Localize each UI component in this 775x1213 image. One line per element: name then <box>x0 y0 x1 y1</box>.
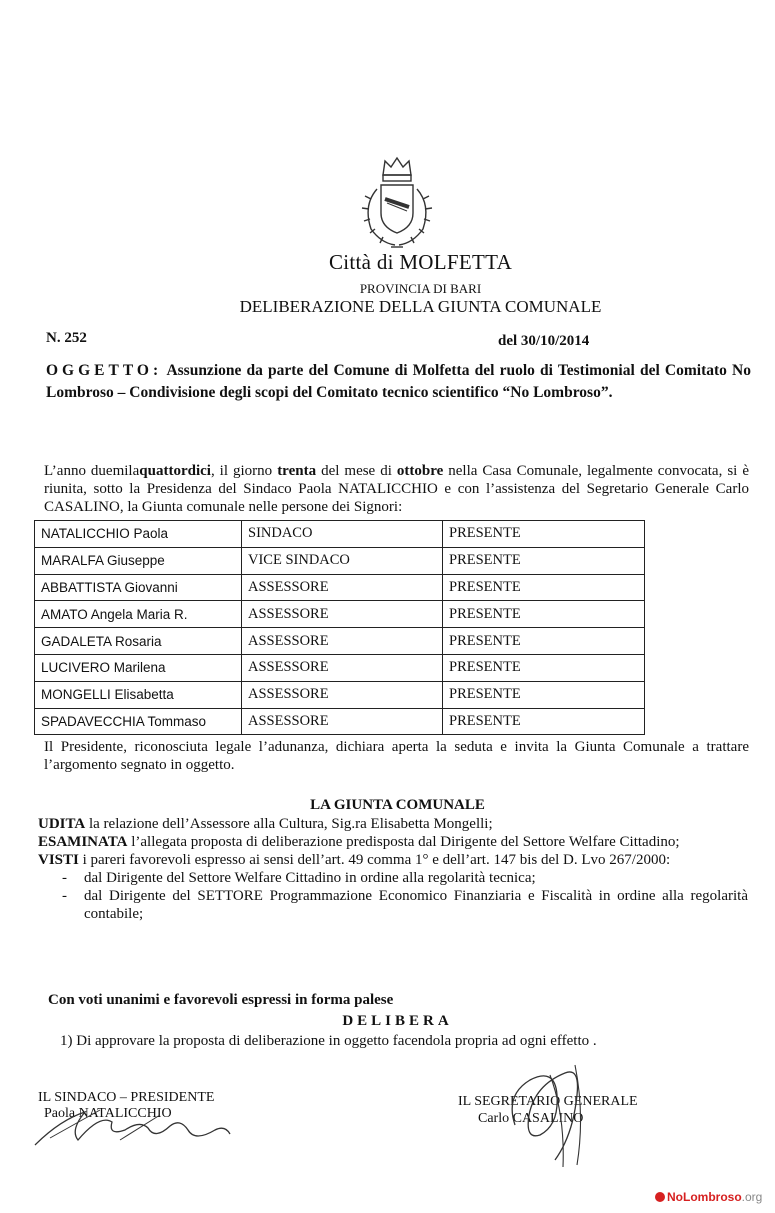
member-name: ABBATTISTA Giovanni <box>35 574 242 601</box>
member-name: NATALICCHIO Paola <box>35 521 242 548</box>
deliberation-body <box>38 815 748 923</box>
visti-paragraph: VISTI i pareri favorevoli espresso ai sensi dell’art. 49 comma 1° e dell’art. 147 bis del D. Lvo 267/2000: <box>38 852 671 868</box>
esaminata-paragraph: ESAMINATA l’allegata proposta di deliberazione predisposta dal Dirigente del Settore Welfare Cittadino; <box>38 834 680 850</box>
secretary-signature <box>495 1055 615 1175</box>
member-status: PRESENTE <box>443 681 645 708</box>
member-name: MONGELLI Elisabetta <box>35 681 242 708</box>
subject-text: Assunzione da parte del Comune di Molfetta del ruolo di Testimonial del Comitato No Lombroso – Condivisione degli scopi del Comitato tecnico scientifico “No Lombroso”. <box>46 362 751 401</box>
member-name: SPADAVECCHIA Tommaso <box>35 708 242 735</box>
member-role: ASSESSORE <box>242 601 443 628</box>
list-item: - dal Dirigente del SETTORE Programmazione Economico Finanziaria e Fiscalità in ordine alla regolarità contabile; <box>62 888 748 922</box>
giunta-heading: LA GIUNTA COMUNALE <box>310 797 485 813</box>
deliberation-number: N. 252 <box>46 330 87 346</box>
member-role: ASSESSORE <box>242 654 443 681</box>
member-name: AMATO Angela Maria R. <box>35 601 242 628</box>
mayor-name: Paola NATALICCHIO <box>44 1106 172 1121</box>
list-item: - dal Dirigente del Settore Welfare Cittadino in ordine alla regolarità tecnica; <box>62 870 536 886</box>
table-row <box>35 654 645 681</box>
voting-statement: Con voti unanimi e favorevoli espressi in forma palese <box>48 992 394 1008</box>
member-role: ASSESSORE <box>242 574 443 601</box>
member-status: PRESENTE <box>443 547 645 574</box>
members-table <box>34 520 645 735</box>
mayor-title: IL SINDACO – PRESIDENTE <box>38 1090 215 1105</box>
udita-paragraph: UDITA la relazione dell’Assessore alla Cultura, Sig.ra Elisabetta Mongelli; <box>38 816 493 832</box>
table-row <box>35 708 645 735</box>
member-name: LUCIVERO Marilena <box>35 654 242 681</box>
table-row <box>35 601 645 628</box>
coat-of-arms-icon <box>355 155 439 253</box>
member-role: ASSESSORE <box>242 681 443 708</box>
member-role: ASSESSORE <box>242 708 443 735</box>
member-name: GADALETA Rosaria <box>35 628 242 655</box>
delibera-heading: DELIBERA <box>342 1013 453 1029</box>
presidency-paragraph: Il Presidente, riconosciuta legale l’adunanza, dichiara aperta la seduta e invita la Giunta Comunale a trattare l’argomento segnato in oggetto. <box>44 739 749 773</box>
logo-icon <box>655 1192 665 1202</box>
decision-item: 1) Di approvare la proposta di deliberazione in oggetto facendola propria ad ogni effetto . <box>60 1033 597 1049</box>
table-row <box>35 681 645 708</box>
member-name: MARALFA Giuseppe <box>35 547 242 574</box>
secretary-title: IL SEGRETARIO GENERALE <box>458 1094 638 1109</box>
member-status: PRESENTE <box>443 708 645 735</box>
deliberation-type: DELIBERAZIONE DELLA GIUNTA COMUNALE <box>239 297 602 316</box>
subject-label: OGGETTO: <box>46 362 163 379</box>
watermark-logo: NoLombroso.org <box>655 1190 762 1204</box>
member-status: PRESENTE <box>443 521 645 548</box>
member-status: PRESENTE <box>443 654 645 681</box>
city-name: Città di MOLFETTA <box>328 250 513 274</box>
table-row <box>35 574 645 601</box>
table-row <box>35 547 645 574</box>
opinions-list <box>38 869 748 923</box>
province-name: PROVINCIA DI BARI <box>359 281 482 296</box>
secretary-name: Carlo CASALINO <box>478 1111 584 1126</box>
subject <box>46 360 751 404</box>
member-role: SINDACO <box>242 521 443 548</box>
member-role: ASSESSORE <box>242 628 443 655</box>
member-status: PRESENTE <box>443 601 645 628</box>
member-status: PRESENTE <box>443 574 645 601</box>
member-role: VICE SINDACO <box>242 547 443 574</box>
mayor-signature <box>30 1100 240 1150</box>
table-row <box>35 628 645 655</box>
member-status: PRESENTE <box>443 628 645 655</box>
table-row <box>35 521 645 548</box>
intro-paragraph: L’anno duemilaquattordici, il giorno trenta del mese di ottobre nella Casa Comunale, legalmente convocata, si è riunita, sotto la Presidenza del Sindaco Paola NATALICCHIO e con l’assistenza del Segretario Generale Carlo CASALINO, la Giunta comunale nelle persone dei Signori: <box>44 463 749 515</box>
deliberation-date: del 30/10/2014 <box>498 333 590 349</box>
